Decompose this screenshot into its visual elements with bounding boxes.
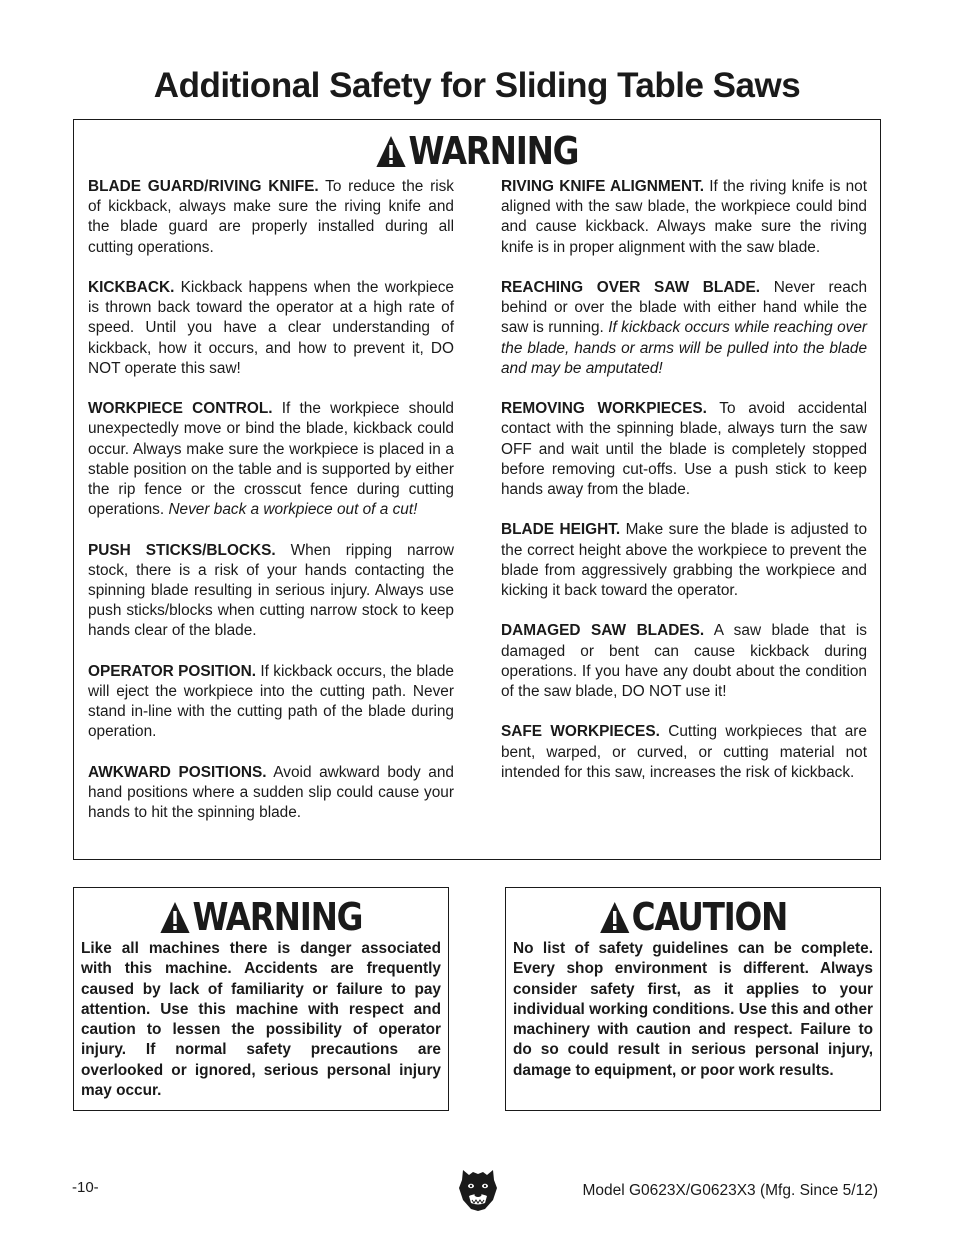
main-warning-header bbox=[130, 129, 823, 173]
safety-item-safe-workpieces: SAFE WORKPIECES. Cutting workpieces that are bent, warped, or curved, or cutting material not intended for this saw, increases the risk of kickback. bbox=[501, 723, 867, 781]
main-warning-title: WARNING bbox=[408, 129, 579, 173]
grizzly-bear-icon bbox=[457, 1166, 499, 1212]
page-number: -10- bbox=[72, 1179, 99, 1196]
bottom-caution-header bbox=[532, 895, 854, 939]
safety-item-damaged-blades: DAMAGED SAW BLADES. A saw blade that is damaged or bent can cause kickback during operations. If you have any doubt about the condition of the saw blade, DO NOT use it! bbox=[501, 622, 867, 701]
safety-item-reaching-over-blade: REACHING OVER SAW BLADE. Never reach behind or over the blade with either hand while the saw is running. If kickback occurs while reaching over the blade, hands or arms will be pulled into the blade and may be amputated! bbox=[501, 279, 868, 377]
warning-left-column bbox=[88, 177, 454, 844]
bottom-warning-title: WARNING bbox=[192, 895, 363, 939]
bottom-warning-text: Like all machines there is danger associated with this machine. Accidents are frequently caused by lack of familiarity or failure to pay attention. Use this machine with respect and caution to lessen the possibility of operator injury. If normal safety precautions are overlooked or ignored, serious personal injury may occur. bbox=[81, 940, 441, 1100]
safety-item-riving-knife-alignment: RIVING KNIFE ALIGNMENT. If the riving knife is not aligned with the saw blade, the workpiece could bind and cause kickback. Always make sure the riving knife is in proper alignment with the saw blade. bbox=[501, 178, 867, 256]
safety-item-awkward-positions: AWKWARD POSITIONS. Avoid awkward body and hand positions where a sudden slip could cause your hands to hit the spinning blade. bbox=[88, 763, 454, 822]
safety-item-push-sticks: PUSH STICKS/BLOCKS. When ripping narrow stock, there is a risk of your hands contacting the spinning blade resulting in serious injury. Always use push sticks/blocks when cutting narrow stock to keep hands clear of the blade. bbox=[88, 541, 454, 640]
warning-triangle-icon bbox=[160, 901, 191, 934]
warning-triangle-icon bbox=[599, 901, 630, 934]
safety-item-kickback: KICKBACK. Kickback happens when the workpiece is thrown back toward the operator at a high rate of speed. Until you have a clear understanding of kickback, how it occurs, and how to prevent it, DO NOT operate this saw! bbox=[88, 279, 454, 377]
safety-item-removing-workpieces: REMOVING WORKPIECES. To avoid accidental contact with the spinning blade, always turn the saw OFF and wait until the blade is completely stopped before removing cut-offs. Use a push stick to keep hands away from the blade. bbox=[501, 400, 867, 499]
warning-right-column bbox=[501, 177, 867, 803]
main-warning-box bbox=[73, 119, 881, 860]
model-info: Model G0623X/G0623X3 (Mfg. Since 5/12) bbox=[582, 1182, 878, 1199]
warning-triangle-icon bbox=[376, 135, 407, 168]
bottom-warning-box bbox=[73, 887, 449, 1111]
bottom-caution-box bbox=[505, 887, 881, 1111]
safety-item-workpiece-control: WORKPIECE CONTROL. If the workpiece should unexpectedly move or bind the blade, kickback could occur. Always make sure the workpiece is placed in a stable position on the table and is supported by either the rip fence or the crosscut fence during cutting operations. Never back a workpiece out of a cut! bbox=[88, 400, 454, 519]
bottom-caution-title: CAUTION bbox=[631, 895, 788, 939]
page-title: Additional Safety for Sliding Table Saws bbox=[153, 66, 801, 105]
safety-item-blade-guard: BLADE GUARD/RIVING KNIFE. To reduce the risk of kickback, always make sure the riving knife and the blade guard are properly installed during all cutting operations. bbox=[88, 178, 455, 256]
safety-item-operator-position: OPERATOR POSITION. If kickback occurs, the blade will eject the workpiece into the cutting path. Never stand in-line with the cutting path of the blade during operation. bbox=[88, 662, 454, 741]
bottom-caution-text: No list of safety guidelines can be complete. Every shop environment is different. Always consider safety first, as it applies to your individual working conditions. Use this and other machinery with caution and respect. Failure to do so could result in serious personal injury, damage to equipment, or poor work results. bbox=[513, 940, 873, 1079]
safety-item-blade-height: BLADE HEIGHT. Make sure the blade is adjusted to the correct height above the workpiece to prevent the blade from aggressively grabbing the workpiece and kicking it back toward the operator. bbox=[501, 521, 868, 600]
bottom-warning-header bbox=[100, 895, 422, 939]
